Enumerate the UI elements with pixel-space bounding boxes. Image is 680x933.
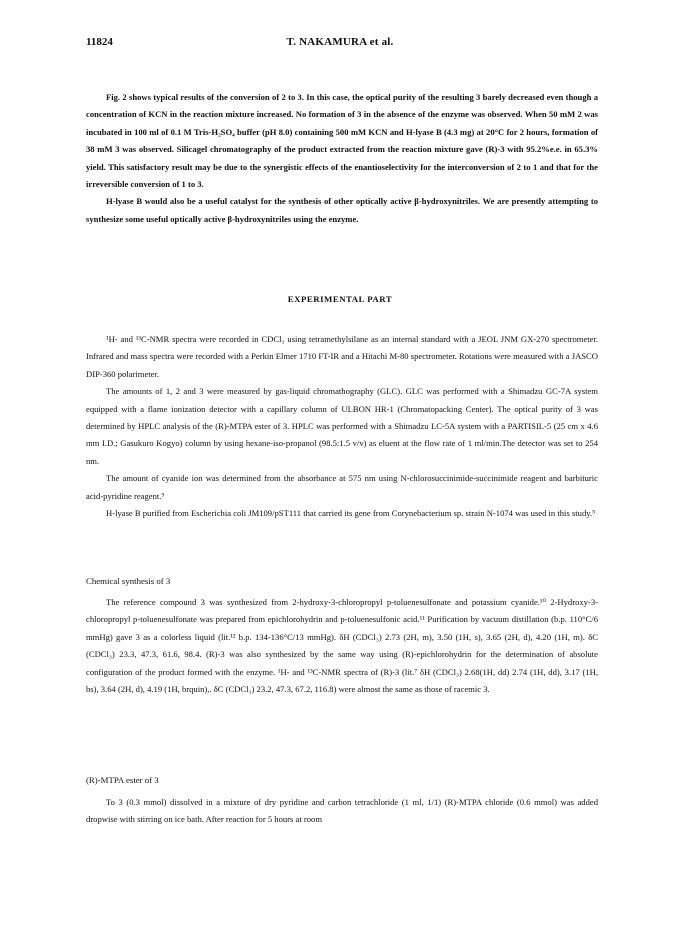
chemical-synthesis-section bbox=[86, 594, 598, 698]
running-head: T. NAKAMURA et al. bbox=[286, 36, 394, 48]
chemical-synthesis-paragraph: The reference compound 3 was synthesized from 2-hydroxy-3-chloropropyl p-toluenesulfonate and potassium cyanide.¹⁰ 2-Hydroxy-3-chloropropyl p-toluenesulfonate was prepared from epichlorohydrin and p-toluenesulfonic acid.¹¹ Purification by vacuum distillation (b.p. 110°C/6 mmHg) gave 3 as a colorless liquid (lit.¹² b.p. 134-136°C/13 mmHg). δH (CDCl₃) 2.73 (2H, m), 3.50 (1H, s), 3.65 (2H, d), 4.20 (1H, m). δC (CDCl₃) 23.3, 47.3, 61.6, 98.4. (R)-3 was also synthesized by the same way using (R)-epichlorohydrin for the determination of absolute configuration of the product formed with the enzyme. ¹H- and ¹³C-NMR spectra of (R)-3 (lit.⁷ δH (CDCl₃) 2.68(1H, dd) 2.74 (1H, dd), 3.17 (1H, bs), 3.64 (2H, d), 4.19 (1H, brquin),. δC (CDCl₃) 23.2, 47.3, 67.2, 116.8) were almost the same as those of racemic 3. bbox=[86, 597, 598, 695]
experimental-section bbox=[86, 331, 598, 522]
page-number: 11824 bbox=[86, 36, 113, 48]
chemical-synthesis-heading: Chemical synthesis of 3 bbox=[86, 576, 171, 586]
experimental-paragraph-3: The amount of cyanide ion was determined from the absorbance at 575 nm using N-chlorosuccinimide-succinimide reagent and barbituric acid-pyridine reagent.⁹ bbox=[86, 473, 598, 501]
intro-paragraph-2: H-lyase B would also be a useful catalyst for the synthesis of other optically active β-hydroxynitriles. We are presently attempting to synthesize some useful optically active β-hydroxynitriles using the enzyme. bbox=[86, 196, 598, 224]
experimental-paragraph-4: H-lyase B purified from Escherichia coli JM109/pST111 that carried its gene from Corynebacterium sp. strain N-1074 was used in this study.⁵ bbox=[106, 508, 596, 519]
mtpa-heading: (R)-MTPA ester of 3 bbox=[86, 775, 159, 785]
experimental-paragraph-1: ¹H- and ¹³C-NMR spectra were recorded in CDCl₃ using tetramethylsilane as an internal standard with a JEOL JNM GX-270 spectrometer. Infrared and mass spectra were recorded with a Perkin Elmer 1710 FT-IR and a Hitachi M-80 spectrometer. Rotations were measured with a JASCO DIP-360 polarimeter. bbox=[86, 334, 598, 379]
experimental-heading: EXPERIMENTAL PART bbox=[287, 294, 393, 304]
intro-section bbox=[86, 89, 598, 228]
mtpa-section bbox=[86, 794, 598, 829]
intro-paragraph-1: Fig. 2 shows typical results of the conversion of 2 to 3. In this case, the optical purity of the resulting 3 barely decreased even though a concentration of KCN in the reaction mixture increased. No formation of 3 in the absence of the enzyme was observed. When 50 mM 2 was incubated in 100 ml of 0.1 M Tris-H₂SO₄ buffer (pH 8.0) containing 500 mM KCN and H-lyase B (4.3 mg) at 20°C for 2 hours, formation of 38 mM 3 was observed. Silicagel chromatography of the product extracted from the reaction mixture gave (R)-3 with 95.2%e.e. in 65.3% yield. This satisfactory result may be due to the synergistic effects of the enantioselectivity for the interconversion of 2 to 1 and that for the irreversible conversion of 1 to 3. bbox=[86, 92, 598, 190]
experimental-paragraph-2: The amounts of 1, 2 and 3 were measured by gas-liquid chromathography (GLC). GLC was performed with a Shimadzu GC-7A system equipped with a flame ionization detector with a capillary column of ULBON HR-1 (Chromatopacking Center). The optical purity of 3 was determined by HPLC analysis of the (R)-MTPA ester of 3. HPLC was performed with a Shimadzu LC-5A system with a PARTISIL-5 (25 cm x 4.6 mm I.D.; Gasukuro Kogyo) column by using hexane-iso-propanol (98.5:1.5 v/v) as eluent at the flow rate of 1 ml/min.The detector was set to 254 nm. bbox=[86, 386, 598, 466]
mtpa-paragraph: To 3 (0.3 mmol) dissolved in a mixture of dry pyridine and carbon tetrachloride (1 ml, 1/1) (R)-MTPA chloride (0.6 mmol) was added dropwise with stirring on ice bath. After reaction for 5 hours at room bbox=[86, 797, 598, 825]
